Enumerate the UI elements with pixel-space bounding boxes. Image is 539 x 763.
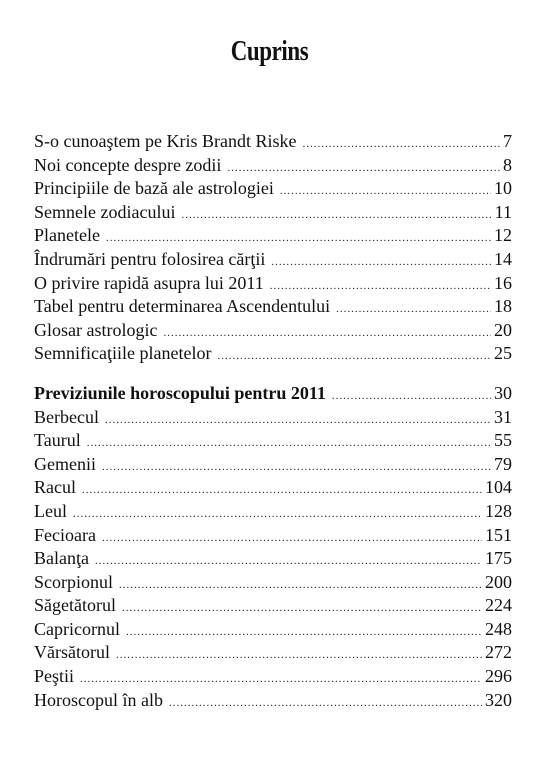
toc-entry[interactable] bbox=[34, 689, 512, 713]
toc-entry[interactable] bbox=[34, 476, 512, 500]
dot-leader bbox=[119, 574, 482, 598]
dot-leader bbox=[73, 503, 482, 527]
dot-leader bbox=[116, 644, 482, 668]
toc-entry-page: 151 bbox=[485, 524, 512, 545]
dot-leader bbox=[280, 180, 491, 204]
toc-entry-page: 248 bbox=[485, 618, 512, 639]
toc-entry-page: 104 bbox=[485, 477, 512, 498]
toc-entry[interactable] bbox=[34, 319, 512, 343]
toc-entry-label: Fecioara bbox=[34, 524, 96, 545]
toc-entry-label: S-o cunoaştem pe Kris Brandt Riske bbox=[34, 131, 297, 151]
toc-entry-page: 25 bbox=[494, 343, 512, 364]
table-of-contents bbox=[34, 130, 512, 712]
toc-entry-page: 12 bbox=[494, 225, 512, 246]
dot-leader bbox=[102, 527, 482, 551]
toc-entry-page: 55 bbox=[494, 430, 512, 451]
toc-entry-label: Tabel pentru determinarea Ascendentului bbox=[34, 296, 331, 317]
toc-entry[interactable] bbox=[34, 295, 512, 319]
toc-entry[interactable] bbox=[34, 201, 512, 225]
toc-section-page: 30 bbox=[494, 382, 512, 403]
toc-entry-page: 18 bbox=[494, 296, 512, 317]
toc-entry-page: 320 bbox=[485, 689, 512, 710]
toc-entry-label: Leul bbox=[34, 500, 67, 521]
toc-entry-label: Principiile de bază ale astrologiei bbox=[34, 178, 274, 199]
toc-entry[interactable] bbox=[34, 547, 512, 571]
dot-leader bbox=[332, 385, 491, 409]
toc-entry-page: 11 bbox=[494, 201, 512, 222]
toc-entry-page: 7 bbox=[503, 131, 512, 151]
dot-leader bbox=[102, 456, 491, 480]
dot-leader bbox=[302, 133, 500, 157]
toc-entry-label: Planetele bbox=[34, 225, 100, 246]
dot-leader bbox=[163, 322, 491, 346]
toc-entry[interactable] bbox=[34, 594, 512, 618]
toc-entry[interactable] bbox=[34, 429, 512, 453]
toc-entry-label: Balanţa bbox=[34, 548, 89, 569]
toc-entry-label: Îndrumări pentru folosirea cărţii bbox=[34, 248, 266, 269]
toc-entry-page: 200 bbox=[485, 571, 512, 592]
toc-entry-page: 224 bbox=[485, 595, 512, 616]
toc-entry-label: Semnele zodiacului bbox=[34, 201, 176, 222]
dot-leader bbox=[82, 479, 482, 503]
toc-entry-label: Horoscopul în alb bbox=[34, 689, 163, 710]
toc-entry-label: O privire rapidă asupra lui 2011 bbox=[34, 272, 264, 293]
toc-entry-label: Peştii bbox=[34, 666, 75, 687]
toc-entry-page: 175 bbox=[485, 548, 512, 569]
dot-leader bbox=[122, 597, 482, 621]
toc-entry[interactable] bbox=[34, 571, 512, 595]
toc-section-heading[interactable] bbox=[34, 382, 512, 406]
toc-entry-page: 296 bbox=[485, 666, 512, 687]
toc-entry-label: Racul bbox=[34, 477, 76, 498]
toc-entry-page: 272 bbox=[485, 642, 512, 663]
toc-entry-page: 16 bbox=[494, 272, 512, 293]
toc-entry[interactable] bbox=[34, 618, 512, 642]
toc-entry[interactable] bbox=[34, 154, 512, 178]
toc-entry-label: Noi concepte despre zodii bbox=[34, 154, 222, 175]
toc-entry-page: 10 bbox=[494, 178, 512, 199]
toc-entry-label: Capricornul bbox=[34, 618, 120, 639]
dot-leader bbox=[126, 621, 482, 645]
toc-entry[interactable] bbox=[34, 641, 512, 665]
toc-entry[interactable] bbox=[34, 665, 512, 689]
dot-leader bbox=[95, 550, 482, 574]
toc-entry[interactable] bbox=[34, 224, 512, 248]
toc-entry-label: Glosar astrologic bbox=[34, 319, 158, 340]
toc-entry-page: 79 bbox=[494, 453, 512, 474]
toc-entry[interactable] bbox=[34, 248, 512, 272]
toc-entry-label: Săgetătorul bbox=[34, 595, 116, 616]
dot-leader bbox=[87, 432, 491, 456]
toc-entry[interactable] bbox=[34, 130, 512, 154]
dot-leader bbox=[181, 204, 491, 228]
toc-entry-label: Semnificaţiile planetelor bbox=[34, 343, 212, 364]
toc-entry-label: Scorpionul bbox=[34, 571, 113, 592]
toc-entry[interactable] bbox=[34, 524, 512, 548]
dot-leader bbox=[169, 692, 482, 716]
toc-general-section bbox=[34, 130, 512, 366]
toc-entry-label: Taurul bbox=[34, 430, 81, 451]
toc-section-label: Previziunile horoscopului pentru 2011 bbox=[34, 382, 326, 403]
page-title: Cuprins bbox=[230, 36, 309, 67]
toc-entry[interactable] bbox=[34, 406, 512, 430]
toc-entry-page: 8 bbox=[503, 154, 512, 175]
toc-entry-page: 31 bbox=[494, 406, 512, 427]
dot-leader bbox=[105, 409, 491, 433]
toc-entry[interactable] bbox=[34, 500, 512, 524]
toc-entry[interactable] bbox=[34, 177, 512, 201]
toc-entry[interactable] bbox=[34, 342, 512, 366]
toc-entry-page: 20 bbox=[494, 319, 512, 340]
toc-entry[interactable] bbox=[34, 272, 512, 296]
dot-leader bbox=[217, 345, 491, 369]
toc-entry-page: 14 bbox=[494, 248, 512, 269]
toc-entry-label: Berbecul bbox=[34, 406, 99, 427]
toc-entry-label: Vărsătorul bbox=[34, 642, 110, 663]
dot-leader bbox=[336, 298, 491, 322]
toc-entry-label: Gemenii bbox=[34, 453, 96, 474]
toc-entry-page: 128 bbox=[485, 500, 512, 521]
toc-signs-section bbox=[34, 406, 512, 713]
dot-leader bbox=[271, 251, 491, 275]
toc-entry[interactable] bbox=[34, 453, 512, 477]
